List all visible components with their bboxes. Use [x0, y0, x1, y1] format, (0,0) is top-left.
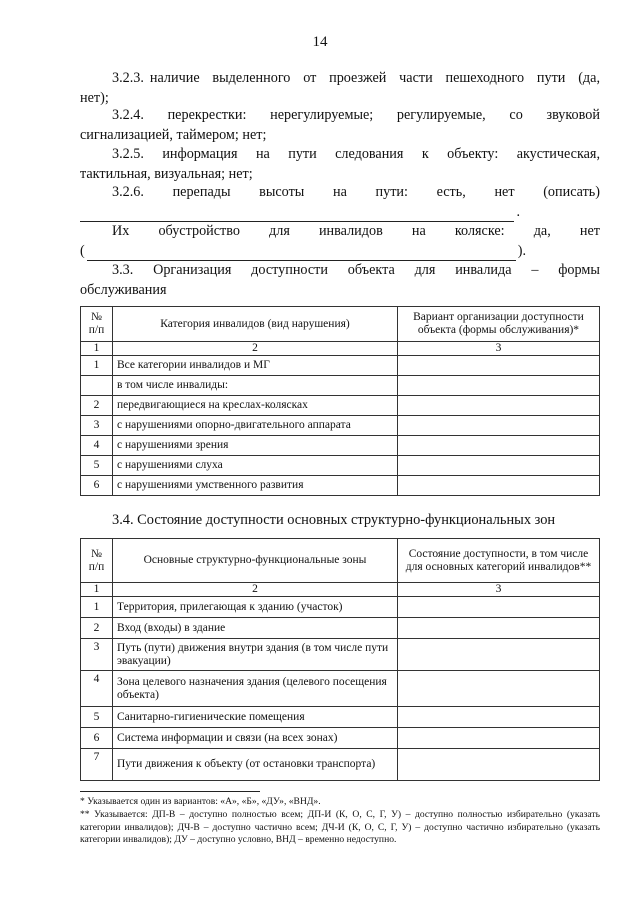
word: звуковой [546, 107, 600, 123]
row-number: 3 [81, 639, 113, 671]
word: объекта [347, 262, 395, 278]
table-row [81, 618, 600, 639]
row-value-cell[interactable] [398, 456, 600, 476]
word: пути [288, 146, 317, 162]
row-category: передвигающиеся на креслах-колясках [113, 396, 398, 416]
open-paren: ( [80, 243, 85, 259]
word: перекрестки: [167, 107, 247, 123]
item-3-2-4-line2: сигнализацией, таймером; нет; [80, 127, 267, 143]
row-number: 2 [81, 618, 113, 639]
row-category: с нарушениями опорно-двигательного аппарата [113, 416, 398, 436]
row-category: Все категории инвалидов и МГ [113, 356, 398, 376]
table-header-row [81, 307, 600, 342]
word: коляске: [454, 223, 505, 239]
row-zone: Вход (входы) в здание [113, 618, 398, 639]
table-row [81, 436, 600, 456]
row-number: 2 [81, 396, 113, 416]
close-paren: ). [517, 243, 526, 259]
word: информация [162, 146, 238, 162]
item-3-2-3-line1 [80, 68, 600, 88]
word: для [269, 223, 290, 239]
row-number: 6 [81, 728, 113, 749]
word: объекту: [447, 146, 499, 162]
row-value-cell[interactable] [398, 671, 600, 707]
access-forms-table [80, 306, 600, 496]
row-category: с нарушениями слуха [113, 456, 398, 476]
row-number [81, 376, 113, 396]
word: Их [112, 223, 130, 239]
header-number: № п/п [81, 539, 113, 583]
description-fill-line[interactable] [80, 202, 520, 222]
item-3-2-4-line1 [80, 105, 600, 125]
row-value-cell[interactable] [398, 396, 600, 416]
table-numbers-row [81, 583, 600, 597]
functional-zones-table [80, 538, 600, 781]
row-number: 6 [81, 476, 113, 496]
section-number: 3.3. [112, 262, 134, 278]
word: инвалида [455, 262, 512, 278]
word: обустройство [158, 223, 240, 239]
header-zones: Основные структурно-функциональные зоны [113, 539, 398, 583]
word: для [414, 262, 436, 278]
word: нет [494, 184, 515, 200]
table-row [81, 671, 600, 707]
header-variant: Вариант организации доступности объекта (формы обслуживания)* [398, 307, 600, 342]
table-row [81, 728, 600, 749]
item-3-2-5-line2: тактильная, визуальная; нет; [80, 166, 253, 182]
row-value-cell[interactable] [398, 476, 600, 496]
table-row [81, 707, 600, 728]
row-value-cell[interactable] [398, 728, 600, 749]
row-category: с нарушениями умственного развития [113, 476, 398, 496]
row-value-cell[interactable] [398, 618, 600, 639]
item-3-2-5 [80, 144, 600, 184]
section-3-3-heading [80, 260, 600, 300]
blank-line [80, 207, 514, 222]
item-3-2-6-line1 [80, 182, 600, 202]
row-category: в том числе инвалиды: [113, 376, 398, 396]
row-zone: Путь (пути) движения внутри здания (в том числе пути эвакуации) [113, 639, 398, 671]
blank-line [87, 246, 516, 261]
word: (описать) [543, 184, 600, 200]
row-value-cell[interactable] [398, 356, 600, 376]
item-number: 3.2.6. [112, 184, 144, 200]
item-3-2-3 [80, 68, 600, 108]
word: акустическая, [516, 146, 600, 162]
row-value-cell[interactable] [398, 436, 600, 456]
table-row [81, 597, 600, 618]
wheelchair-paragraph [80, 221, 600, 261]
row-zone: Система информации и связи (на всех зонах) [113, 728, 398, 749]
word: инвалидов [318, 223, 383, 239]
row-category: с нарушениями зрения [113, 436, 398, 456]
line-end: . [516, 204, 520, 220]
item-3-2-4 [80, 105, 600, 145]
section-3-4-heading: 3.4. Состояние доступности основных структурно-функциональных зон [112, 512, 556, 528]
word: нерегулируемые; [270, 107, 374, 123]
header-category: Категория инвалидов (вид нарушения) [113, 307, 398, 342]
column-number: 3 [398, 342, 600, 356]
column-number: 2 [113, 342, 398, 356]
row-number: 1 [81, 356, 113, 376]
row-value-cell[interactable] [398, 639, 600, 671]
item-text: наличие выделенного от проезжей части пешеходного пути (да, [149, 70, 600, 86]
item-number: 3.2.5. [112, 146, 144, 162]
section-3-3-line1 [80, 260, 600, 280]
table-row [81, 416, 600, 436]
page-number: 14 [312, 34, 328, 50]
section-3-3-line2: обслуживания [80, 282, 167, 298]
item-3-2-6 [80, 182, 600, 222]
table-row [81, 396, 600, 416]
row-value-cell[interactable] [398, 376, 600, 396]
row-number: 3 [81, 416, 113, 436]
word: доступности [251, 262, 328, 278]
word: перепады [172, 184, 231, 200]
wheelchair-fill-line[interactable] [80, 241, 526, 261]
table-header-row [81, 539, 600, 583]
word: нет [579, 223, 600, 239]
table-row [81, 456, 600, 476]
word: к [421, 146, 429, 162]
word: на [255, 146, 270, 162]
footnote-variants: * Указывается один из вариантов: «А», «Б», «ДУ», «ВНД». [80, 796, 321, 807]
word: да, [533, 223, 551, 239]
table-row [81, 749, 600, 781]
table-row [81, 476, 600, 496]
word: есть, [436, 184, 466, 200]
column-number: 3 [398, 583, 600, 597]
row-number: 5 [81, 456, 113, 476]
header-number: № п/п [81, 307, 113, 342]
item-3-2-5-line1 [80, 144, 600, 164]
column-number: 2 [113, 583, 398, 597]
word: формы [558, 262, 600, 278]
row-value-cell[interactable] [398, 749, 600, 781]
row-number: 4 [81, 671, 113, 707]
row-zone: Территория, прилегающая к зданию (участок) [113, 597, 398, 618]
table-row [81, 376, 600, 396]
table-row [81, 356, 600, 376]
footnote-statuses: ** Указывается: ДП-В – доступно полностью всем; ДП-И (К, О, С, Г, У) – доступно полностью избирательно (указать категории инвалидов); ДЧ-В – доступно частично всем; ДЧ-И (К, О, С, Г, У) – доступно частично избирательно (указать категории инвалидов); ДУ – доступно условно, ВНД – временно недоступно. [80, 809, 600, 845]
word: со [509, 107, 523, 123]
item-3-2-3-line2: нет); [80, 90, 109, 106]
table-numbers-row [81, 342, 600, 356]
word: – [531, 262, 539, 278]
row-number: 4 [81, 436, 113, 456]
wheelchair-line1 [80, 221, 600, 241]
row-number: 1 [81, 597, 113, 618]
word: на [332, 184, 347, 200]
word: пути: [375, 184, 408, 200]
footnote-separator [80, 791, 260, 792]
word: следования [335, 146, 404, 162]
row-number: 7 [81, 749, 113, 781]
word: на [411, 223, 426, 239]
item-number: 3.2.4. [112, 107, 144, 123]
word: регулируемые, [396, 107, 486, 123]
row-value-cell[interactable] [398, 597, 600, 618]
row-zone: Зона целевого назначения здания (целевого посещения объекта) [113, 671, 398, 707]
row-number: 5 [81, 707, 113, 728]
column-number: 1 [81, 342, 113, 356]
header-status: Состояние доступности, в том числе для основных категорий инвалидов** [398, 539, 600, 583]
table-row [81, 639, 600, 671]
word: Организация [153, 262, 232, 278]
row-value-cell[interactable] [398, 416, 600, 436]
word: высоты [259, 184, 305, 200]
column-number: 1 [81, 583, 113, 597]
row-value-cell[interactable] [398, 707, 600, 728]
item-number: 3.2.3. [112, 70, 144, 86]
row-zone: Пути движения к объекту (от остановки транспорта) [113, 749, 398, 781]
row-zone: Санитарно-гигиенические помещения [113, 707, 398, 728]
